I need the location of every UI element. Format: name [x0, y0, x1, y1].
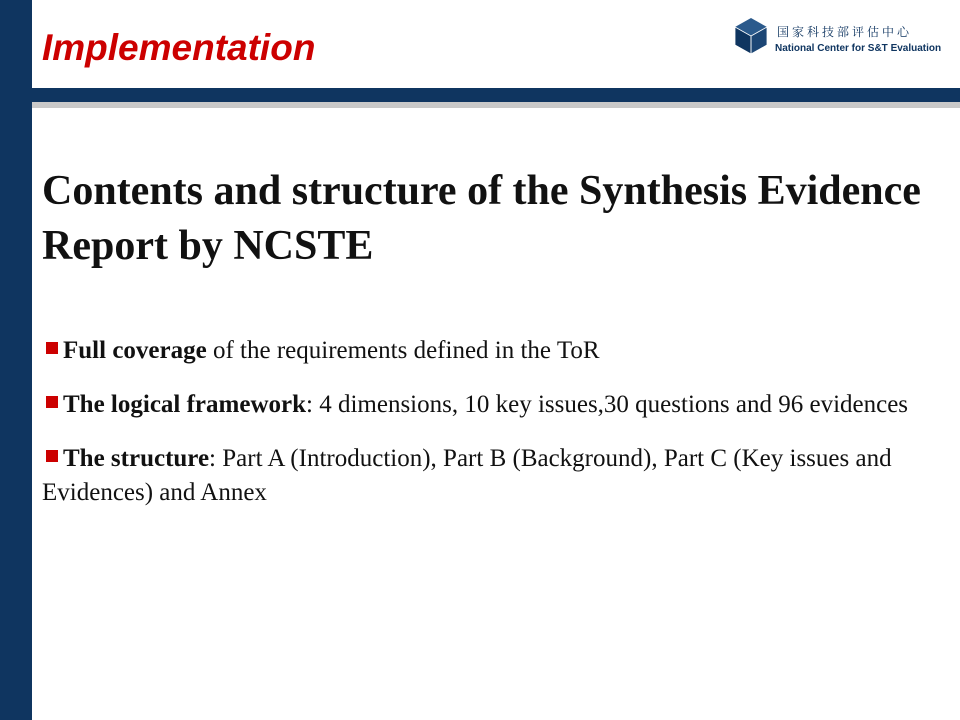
bullet-text: : 4 dimensions, 10 key issues,30 questions and 96 evidences: [306, 391, 909, 418]
section-title: Implementation: [42, 27, 316, 68]
bullet-bold-text: The structure: [63, 445, 210, 472]
bullet-list: [42, 334, 916, 530]
left-accent-bar: [0, 0, 32, 720]
ncste-logo: [733, 16, 953, 60]
square-bullet-icon: [46, 342, 58, 354]
bullet-text: : Part A (Introduction), Part B (Background), Part C (Key issues and Evidences) and Annex: [42, 445, 892, 506]
header-divider: [32, 88, 960, 102]
bullet-item: [42, 442, 916, 510]
bullet-item: [42, 388, 916, 422]
bullet-bold-text: The logical framework: [63, 391, 307, 418]
bullet-item: [42, 334, 916, 368]
logo-english-name: National Center for S&T Evaluation: [775, 43, 942, 54]
square-bullet-icon: [46, 450, 58, 462]
square-bullet-icon: [46, 396, 58, 408]
logo-chinese-name: 国家科技部评估中心: [777, 25, 913, 39]
bullet-bold-text: Full coverage: [63, 337, 207, 364]
header-divider-shadow: [32, 102, 960, 108]
cube-logo-icon: [733, 16, 769, 56]
slide-title: Contents and structure of the Synthesis Evidence Report by NCSTE: [42, 168, 921, 269]
bullet-text: of the requirements defined in the ToR: [206, 337, 600, 364]
